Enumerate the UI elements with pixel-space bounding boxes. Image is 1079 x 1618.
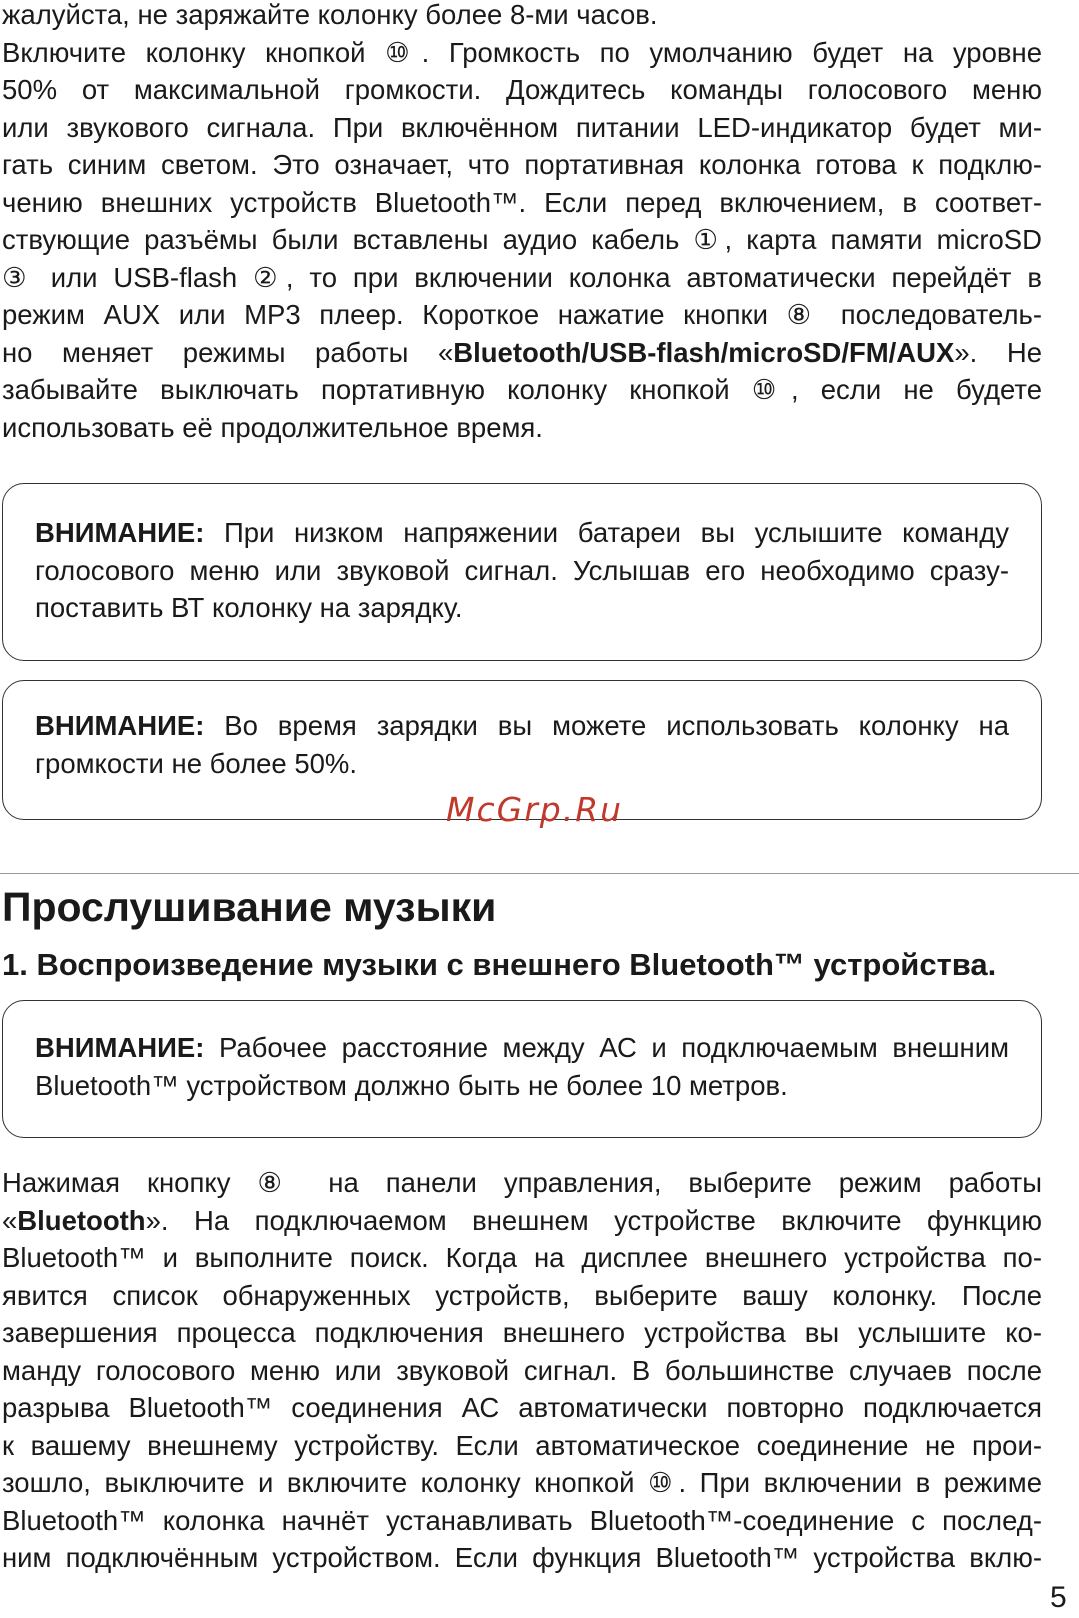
body-line: Bluetooth™ и выполните поиск. Когда на дисплее внешнего устройства по-	[2, 1242, 1042, 1273]
notice-text-part: При низком напряжении батареи вы услышите команду	[204, 517, 1009, 548]
notice-label: ВНИМАНИЕ:	[35, 710, 205, 741]
notice-line: Bluetooth™ устройством должно быть не более 10 метров.	[35, 1069, 788, 1101]
body-line	[2, 1202, 1042, 1240]
intro-line: забывайте выключать портативную колонку кнопкой ⑩, если не будете	[2, 374, 1042, 405]
intro-paragraph	[2, 0, 1042, 446]
body-line: зошло, выключите и включите колонку кнопкой ⑩. При включении в режиме	[2, 1467, 1042, 1498]
body-line: к вашему внешнему устройству. Если автоматическое соединение не прои-	[2, 1429, 1042, 1461]
intro-line: использовать её продолжительное время.	[2, 411, 543, 443]
body-line: явится список обнаруженных устройств, выберите вашу колонку. После	[2, 1279, 1042, 1311]
intro-line: 50% от максимальной громкости. Дождитесь команды голосового меню	[2, 74, 1042, 105]
intro-text: ». Не	[954, 336, 1042, 368]
body-line: Нажимая кнопку ⑧ на панели управления, выберите режим работы	[2, 1167, 1042, 1198]
notice-line: голосового меню или звуковой сигнал. Услышав его необходимо сразу-	[35, 554, 1009, 586]
section-subtitle: 1. Воспроизведение музыки с внешнего Bluetooth™ устройства.	[2, 947, 997, 982]
watermark: McGrp.Ru	[446, 790, 624, 829]
notice-text-part: Рабочее расстояние между АС и подключаемым внешним	[204, 1032, 1009, 1063]
notice-text	[35, 514, 1009, 627]
notice-text	[35, 707, 1009, 782]
notice-text	[35, 1029, 1009, 1104]
notice-line: поставить ВТ колонку на зарядку.	[35, 592, 463, 623]
modes-list: Bluetooth/USB-flash/microSD/FM/AUX	[453, 336, 955, 368]
body-text: ». На подключаемом внешнем устройстве включите функцию	[145, 1204, 1042, 1236]
section-title: Прослушивание музыки	[2, 884, 497, 930]
intro-line: ствующие разъёмы были вставлены аудио кабель ①, карта памяти microSD	[2, 224, 1042, 255]
intro-line: или звукового сигнала. При включённом питании LED-индикатор будет ми-	[2, 111, 1042, 143]
section-divider	[0, 873, 1079, 874]
intro-line: Включите колонку кнопкой ⑩. Громкость по умолчанию будет на уровне	[2, 36, 1042, 68]
body-paragraph	[2, 1164, 1042, 1577]
notice-label: ВНИМАНИЕ:	[35, 517, 205, 548]
notice-box	[2, 483, 1042, 661]
body-line: ним подключённым устройством. Если функция Bluetooth™ устройства вклю-	[2, 1542, 1042, 1573]
notice-text-part: Во время зарядки вы можете использовать колонку на	[204, 710, 1009, 741]
notice-line	[35, 1029, 1009, 1067]
intro-line: жалуйста, не заряжайте колонку более 8-ми часов.	[2, 0, 658, 30]
intro-line: гать синим светом. Это означает, что портативная колонка готова к подклю-	[2, 149, 1042, 180]
body-line: завершения процесса подключения внешнего устройства вы услышите ко-	[2, 1317, 1042, 1348]
notice-label: ВНИМАНИЕ:	[35, 1032, 205, 1063]
intro-line: ③ или USB-flash ②, то при включении колонка автоматически перейдёт в	[2, 261, 1042, 293]
intro-text: но меняет режимы работы «	[2, 336, 454, 368]
body-line: Bluetooth™ колонка начнёт устанавливать Bluetooth™-соединение с послед-	[2, 1504, 1042, 1536]
notice-line: громкости не более 50%.	[35, 747, 358, 779]
body-line: манду голосового меню или звуковой сигнал. В большинстве случаев после	[2, 1354, 1042, 1386]
mode-name: Bluetooth	[17, 1204, 146, 1236]
intro-line	[2, 334, 1042, 372]
notice-line	[35, 514, 1009, 552]
intro-line: чению внешних устройств Bluetooth™. Если перед включением, в соответ-	[2, 186, 1042, 218]
intro-line: режим AUX или MP3 плеер. Короткое нажатие кнопки ⑧ последователь-	[2, 299, 1042, 330]
body-text: «	[2, 1204, 18, 1236]
notice-box	[2, 1000, 1042, 1138]
notice-line	[35, 707, 1009, 745]
body-line: разрыва Bluetooth™ соединения АС автоматически повторно подключается	[2, 1392, 1042, 1423]
page-number: 5	[1050, 1581, 1067, 1614]
